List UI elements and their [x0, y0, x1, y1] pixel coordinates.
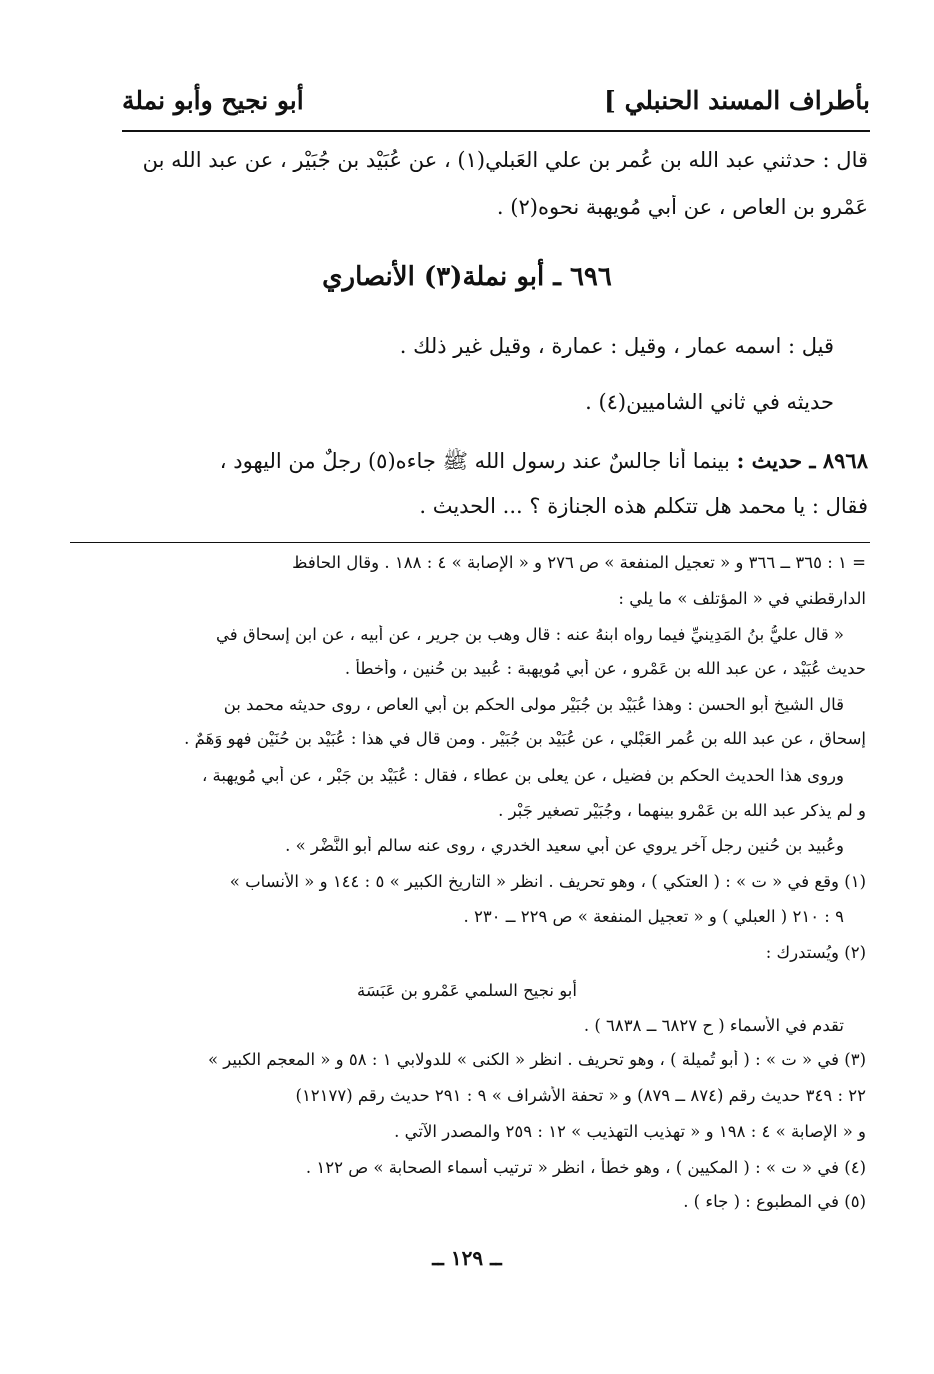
footnote-line: الدارقطني في « المؤتلف » ما يلي : [618, 589, 866, 608]
footnote-line: إسحاق ، عن عبد الله بن عُمر العَبْلي ، عن عُبَيْد بن جُبَيْر . ومن قال في هذا : عُبَيْد بن حُنَيْن فهو وَهَمٌ . [184, 729, 866, 748]
footnote-line: (٥) في المطبوع : ( جاء ) . [683, 1192, 866, 1211]
hadith-underlined-text: محمد هل تتكلم هذه الجنازة [547, 494, 787, 518]
hadith-line [70, 494, 868, 518]
hadith-number: ٨٩٦٨ ـ حديث : [736, 448, 868, 473]
footnote-line: وعُبيد بن حُنين رجل آخر يروي عن أبي سعيد الخدري ، روى عنه سالم أبو النَّضْر » . [285, 836, 844, 855]
footnote-line: = ١ : ٣٦٥ ــ ٣٦٦ و « تعجيل المنفعة » ص ٢٧٦ و « الإصابة » ٤ : ١٨٨ . وقال الحافظ [292, 553, 866, 572]
footnote-line: تقدم في الأسماء ( ح ٦٨٢٧ ــ ٦٨٣٨ ) . [583, 1016, 844, 1035]
header-book-title: بأطراف المسند الحنبلي ] [604, 86, 870, 115]
footnote-line: حديث عُبَيْد ، عن عبد الله بن عَمْرو ، عن أبي مُويهبة : عُبيد بن حُنين ، وأخطأ . [344, 659, 866, 678]
footnote-line: (٢) ويُستدرك : [765, 943, 866, 962]
hadith-text: فقال : يا [793, 494, 868, 518]
footnote-line: و « الإصابة » ٤ : ١٩٨ و « تهذيب التهذيب » ١٢ : ٢٥٩ والمصدر الآتي . [394, 1122, 866, 1141]
footnote-line: أبو نجيح السلمي عَمْرو بن عَبَسَة [357, 981, 577, 1000]
body-line: قال : حدثني عبد الله بن عُمر بن علي العَبلي(١) ، عن عُبَيْد بن جُبَيْر ، عن عبد الله بن [142, 148, 868, 172]
header-rule [122, 130, 870, 132]
footnote-line: ٢٢ : ٣٤٩ حديث رقم (٨٧٤ ــ ٨٧٩) و « تحفة الأشراف » ٩ : ٢٩١ حديث رقم (١٢١٧٧) [295, 1086, 866, 1105]
body-line: عَمْرو بن العاص ، عن أبي مُويهبة نحوه(٢) . [496, 195, 868, 219]
footnote-line: (١) وقع في « ت » : ( العتكي ) ، وهو تحريف . انظر « التاريخ الكبير » ٥ : ١٤٤ و « الأنساب » [229, 872, 866, 891]
footnote-line: (٣) في « ت » : ( أبو تُميلة ) ، وهو تحريف . انظر « الكنى » للدولابي ١ : ٥٨ و « المعجم الكبير » [207, 1050, 866, 1069]
footnote-line: و لم يذكر عبد الله بن عَمْرو بينهما ، وجُبَيْر تصغير جَبْر . [498, 801, 866, 820]
footnote-line: « قال عليُّ بنُ المَدِينيِّ فيما رواه ابنهُ عنه : قال وهب بن جرير ، عن أبيه ، عن ابن إسحاق في [216, 625, 844, 644]
footnote-rule [70, 542, 870, 543]
footnote-line: ٩ : ٢١٠ ( العبلي ) و « تعجيل المنفعة » ص ٢٢٩ ــ ٢٣٠ . [463, 907, 844, 926]
entry-title: ٦٩٦ ـ أبو نملة(٣) الأنصاري [322, 262, 612, 292]
footnote-line: وروى هذا الحديث الحكم بن فضيل ، عن يعلى بن عطاء ، فقال : عُبَيْد بن جَبْر ، عن أبي مُويهبة ، [201, 766, 844, 785]
hadith-text: بينما أنا جالسٌ عند رسول الله ﷺ جاءه(٥) رجلٌ من اليهود ، [219, 449, 730, 473]
running-header [122, 86, 870, 126]
footnote-line: قال الشيخ أبو الحسن : وهذا عُبَيْد بن جُبَيْر مولى الحكم بن أبي العاص ، روى حديثه محمد بن [223, 695, 844, 714]
footnote-line: (٤) في « ت » : ( المكيين ) ، وهو خطأ ، انظر « ترتيب أسماء الصحابة » ص ١٢٢ . [305, 1158, 866, 1177]
hadith-line [70, 448, 868, 479]
hadith-text: ؟ ... الحديث . [419, 494, 541, 518]
body-line: حديثه في ثاني الشاميين(٤) . [585, 390, 834, 414]
body-line: قيل : اسمه عمار ، وقيل : عمارة ، وقيل غير ذلك . [399, 334, 834, 358]
page-number: ــ ١٢٩ ــ [432, 1246, 502, 1270]
header-section-title: أبو نجيح وأبو نملة [122, 86, 304, 115]
